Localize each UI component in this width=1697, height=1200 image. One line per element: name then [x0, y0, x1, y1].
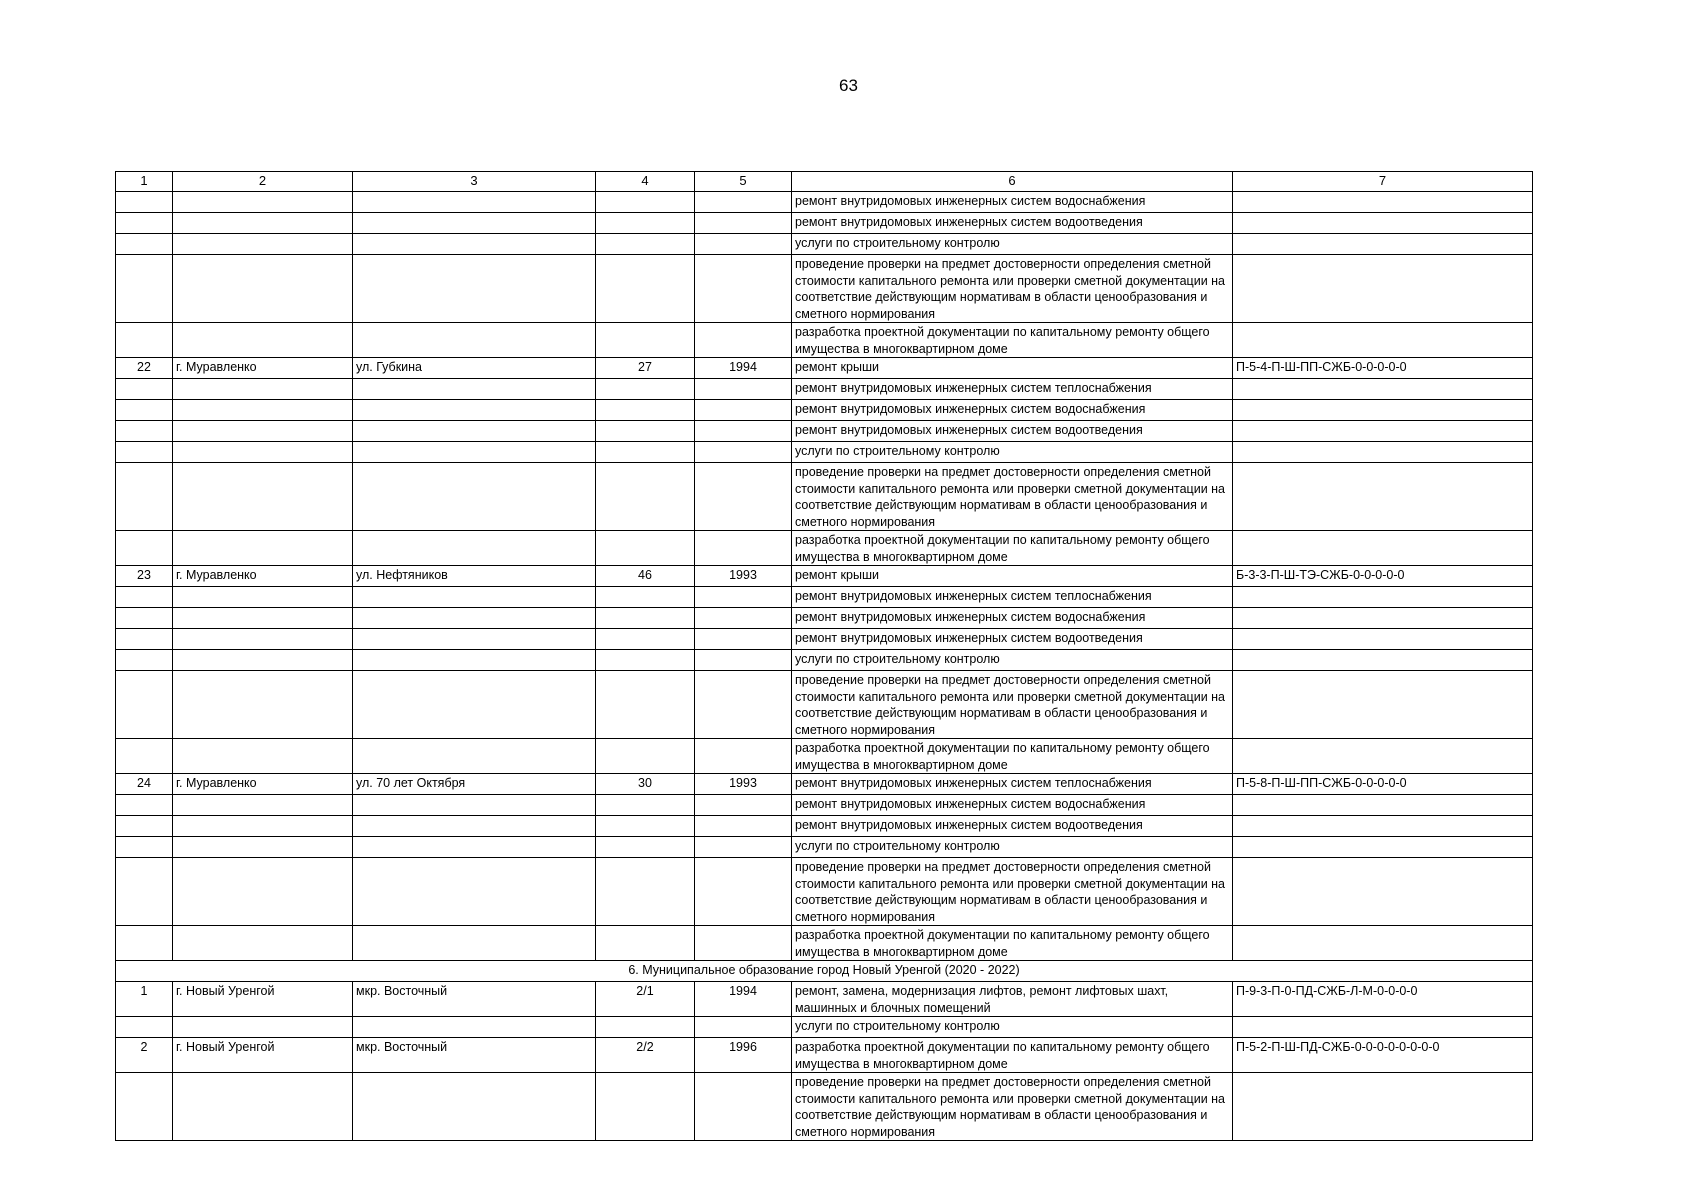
cell-number: 2	[116, 1038, 173, 1073]
table-row	[116, 1017, 1533, 1038]
cell-city	[173, 531, 353, 566]
cell-city	[173, 650, 353, 671]
header-row	[116, 172, 1533, 192]
cell-number	[116, 421, 173, 442]
table-row	[116, 650, 1533, 671]
section-row	[116, 961, 1533, 982]
cell-year	[695, 816, 792, 837]
cell-year: 1994	[695, 358, 792, 379]
cell-number	[116, 587, 173, 608]
table-row	[116, 421, 1533, 442]
cell-year	[695, 531, 792, 566]
cell-work: ремонт внутридомовых инженерных систем водоотведения	[792, 421, 1233, 442]
cell-city	[173, 1017, 353, 1038]
cell-year	[695, 629, 792, 650]
table-row	[116, 858, 1533, 926]
cell-year	[695, 795, 792, 816]
cell-work: проведение проверки на предмет достоверности определения сметной стоимости капитального ремонта или проверки сметной документации на соответствие действующим нормативам в области ценообразования и сметного нормирования	[792, 1073, 1233, 1141]
cell-city	[173, 234, 353, 255]
cell-street	[353, 531, 596, 566]
cell-work: проведение проверки на предмет достоверности определения сметной стоимости капитального ремонта или проверки сметной документации на соответствие действующим нормативам в области ценообразования и сметного нормирования	[792, 858, 1233, 926]
cell-code	[1233, 192, 1533, 213]
cell-number	[116, 531, 173, 566]
cell-street: ул. 70 лет Октября	[353, 774, 596, 795]
cell-code	[1233, 608, 1533, 629]
cell-city	[173, 421, 353, 442]
cell-work: разработка проектной документации по капитальному ремонту общего имущества в многоквартирном доме	[792, 739, 1233, 774]
cell-number	[116, 323, 173, 358]
cell-house	[596, 795, 695, 816]
cell-number	[116, 192, 173, 213]
cell-city	[173, 323, 353, 358]
cell-house	[596, 629, 695, 650]
cell-house	[596, 926, 695, 961]
cell-house	[596, 323, 695, 358]
cell-street	[353, 463, 596, 531]
cell-city: г. Муравленко	[173, 566, 353, 587]
section-title: 6. Муниципальное образование город Новый Уренгой (2020 - 2022)	[116, 961, 1533, 982]
cell-year: 1994	[695, 982, 792, 1017]
cell-year	[695, 739, 792, 774]
cell-street	[353, 926, 596, 961]
cell-year	[695, 213, 792, 234]
cell-work: ремонт внутридомовых инженерных систем теплоснабжения	[792, 774, 1233, 795]
cell-work: ремонт внутридомовых инженерных систем водоснабжения	[792, 608, 1233, 629]
cell-number: 1	[116, 982, 173, 1017]
cell-street	[353, 816, 596, 837]
cell-city	[173, 400, 353, 421]
cell-code	[1233, 1073, 1533, 1141]
cell-house	[596, 1073, 695, 1141]
cell-number	[116, 234, 173, 255]
cell-house: 27	[596, 358, 695, 379]
cell-code	[1233, 463, 1533, 531]
table-row	[116, 926, 1533, 961]
cell-city	[173, 837, 353, 858]
cell-street: мкр. Восточный	[353, 982, 596, 1017]
cell-work: разработка проектной документации по капитальному ремонту общего имущества в многоквартирном доме	[792, 1038, 1233, 1073]
cell-code	[1233, 421, 1533, 442]
cell-code: П-5-8-П-Ш-ПП-СЖБ-0-0-0-0-0	[1233, 774, 1533, 795]
cell-work: проведение проверки на предмет достоверности определения сметной стоимости капитального ремонта или проверки сметной документации на соответствие действующим нормативам в области ценообразования и сметного нормирования	[792, 255, 1233, 323]
cell-number	[116, 1073, 173, 1141]
cell-street	[353, 1017, 596, 1038]
cell-city	[173, 442, 353, 463]
cell-house	[596, 837, 695, 858]
cell-street	[353, 629, 596, 650]
cell-year	[695, 858, 792, 926]
table-row	[116, 192, 1533, 213]
cell-house	[596, 587, 695, 608]
cell-code: П-5-4-П-Ш-ПП-СЖБ-0-0-0-0-0	[1233, 358, 1533, 379]
cell-code	[1233, 442, 1533, 463]
cell-city	[173, 926, 353, 961]
cell-number	[116, 629, 173, 650]
cell-street: мкр. Восточный	[353, 1038, 596, 1073]
cell-number	[116, 463, 173, 531]
cell-year	[695, 323, 792, 358]
cell-house	[596, 650, 695, 671]
cell-street	[353, 1073, 596, 1141]
header-cell-4: 4	[596, 172, 695, 192]
cell-house	[596, 192, 695, 213]
cell-street	[353, 795, 596, 816]
cell-year	[695, 671, 792, 739]
cell-city	[173, 255, 353, 323]
cell-house	[596, 255, 695, 323]
cell-work: разработка проектной документации по капитальному ремонту общего имущества в многоквартирном доме	[792, 531, 1233, 566]
table-row	[116, 255, 1533, 323]
cell-house: 30	[596, 774, 695, 795]
cell-city	[173, 795, 353, 816]
cell-city	[173, 213, 353, 234]
cell-code	[1233, 1017, 1533, 1038]
cell-street	[353, 671, 596, 739]
cell-work: ремонт, замена, модернизация лифтов, ремонт лифтовых шахт, машинных и блочных помещений	[792, 982, 1233, 1017]
cell-code	[1233, 837, 1533, 858]
cell-street	[353, 739, 596, 774]
cell-year	[695, 400, 792, 421]
cell-code	[1233, 587, 1533, 608]
cell-year: 1996	[695, 1038, 792, 1073]
cell-city	[173, 1073, 353, 1141]
cell-house	[596, 379, 695, 400]
cell-number	[116, 213, 173, 234]
cell-work: разработка проектной документации по капитальному ремонту общего имущества в многоквартирном доме	[792, 323, 1233, 358]
table-row	[116, 213, 1533, 234]
table-row	[116, 358, 1533, 379]
cell-year	[695, 1073, 792, 1141]
cell-code: П-5-2-П-Ш-ПД-СЖБ-0-0-0-0-0-0-0-0	[1233, 1038, 1533, 1073]
cell-code	[1233, 795, 1533, 816]
header-cell-6: 6	[792, 172, 1233, 192]
cell-year	[695, 234, 792, 255]
cell-year	[695, 608, 792, 629]
cell-year	[695, 442, 792, 463]
cell-street	[353, 858, 596, 926]
header-cell-3: 3	[353, 172, 596, 192]
cell-street	[353, 587, 596, 608]
cell-year: 1993	[695, 774, 792, 795]
cell-number	[116, 739, 173, 774]
cell-work: ремонт внутридомовых инженерных систем водоснабжения	[792, 192, 1233, 213]
cell-house	[596, 858, 695, 926]
cell-code	[1233, 323, 1533, 358]
table-row	[116, 982, 1533, 1017]
cell-code	[1233, 650, 1533, 671]
cell-city	[173, 587, 353, 608]
table-row	[116, 837, 1533, 858]
cell-work: ремонт внутридомовых инженерных систем водоотведения	[792, 629, 1233, 650]
cell-number	[116, 650, 173, 671]
cell-year	[695, 587, 792, 608]
cell-code	[1233, 739, 1533, 774]
cell-year	[695, 255, 792, 323]
cell-city	[173, 463, 353, 531]
cell-work: проведение проверки на предмет достоверности определения сметной стоимости капитального ремонта или проверки сметной документации на соответствие действующим нормативам в области ценообразования и сметного нормирования	[792, 463, 1233, 531]
table-row	[116, 1038, 1533, 1073]
cell-house	[596, 421, 695, 442]
cell-code	[1233, 816, 1533, 837]
table-row	[116, 1073, 1533, 1141]
cell-code	[1233, 629, 1533, 650]
cell-code	[1233, 379, 1533, 400]
cell-house	[596, 400, 695, 421]
cell-year	[695, 421, 792, 442]
cell-work: ремонт крыши	[792, 358, 1233, 379]
cell-city	[173, 629, 353, 650]
cell-house: 46	[596, 566, 695, 587]
cell-year: 1993	[695, 566, 792, 587]
table-row	[116, 566, 1533, 587]
cell-work: услуги по строительному контролю	[792, 650, 1233, 671]
header-cell-1: 1	[116, 172, 173, 192]
cell-house: 2/1	[596, 982, 695, 1017]
cell-code	[1233, 234, 1533, 255]
cell-number	[116, 1017, 173, 1038]
cell-street	[353, 837, 596, 858]
cell-code	[1233, 255, 1533, 323]
cell-street	[353, 442, 596, 463]
cell-year	[695, 926, 792, 961]
cell-number	[116, 837, 173, 858]
cell-number	[116, 379, 173, 400]
cell-number	[116, 926, 173, 961]
table-row	[116, 816, 1533, 837]
cell-street	[353, 234, 596, 255]
cell-number: 23	[116, 566, 173, 587]
cell-house	[596, 816, 695, 837]
cell-city	[173, 608, 353, 629]
table-row	[116, 795, 1533, 816]
cell-street	[353, 213, 596, 234]
table-row	[116, 463, 1533, 531]
cell-city: г. Новый Уренгой	[173, 982, 353, 1017]
cell-year	[695, 650, 792, 671]
cell-year	[695, 837, 792, 858]
cell-house	[596, 234, 695, 255]
cell-code: П-9-3-П-0-ПД-СЖБ-Л-М-0-0-0-0	[1233, 982, 1533, 1017]
table-row	[116, 587, 1533, 608]
cell-city	[173, 671, 353, 739]
cell-street	[353, 650, 596, 671]
cell-house	[596, 739, 695, 774]
cell-number	[116, 255, 173, 323]
cell-city	[173, 379, 353, 400]
table-row	[116, 629, 1533, 650]
header-cell-7: 7	[1233, 172, 1533, 192]
cell-work: ремонт крыши	[792, 566, 1233, 587]
cell-house	[596, 531, 695, 566]
cell-number	[116, 816, 173, 837]
table-row	[116, 739, 1533, 774]
cell-work: ремонт внутридомовых инженерных систем водоотведения	[792, 213, 1233, 234]
cell-work: разработка проектной документации по капитальному ремонту общего имущества в многоквартирном доме	[792, 926, 1233, 961]
cell-city: г. Муравленко	[173, 358, 353, 379]
cell-house	[596, 1017, 695, 1038]
cell-house: 2/2	[596, 1038, 695, 1073]
cell-work: ремонт внутридомовых инженерных систем теплоснабжения	[792, 379, 1233, 400]
cell-street	[353, 192, 596, 213]
cell-street	[353, 255, 596, 323]
cell-number	[116, 795, 173, 816]
cell-code	[1233, 400, 1533, 421]
cell-city: г. Новый Уренгой	[173, 1038, 353, 1073]
header-cell-5: 5	[695, 172, 792, 192]
cell-year	[695, 192, 792, 213]
cell-city	[173, 192, 353, 213]
table-row	[116, 323, 1533, 358]
cell-city	[173, 858, 353, 926]
cell-number	[116, 858, 173, 926]
cell-house	[596, 442, 695, 463]
table-body	[116, 172, 1533, 1141]
cell-number	[116, 608, 173, 629]
page-number: 63	[839, 76, 858, 95]
cell-work: ремонт внутридомовых инженерных систем теплоснабжения	[792, 587, 1233, 608]
cell-house	[596, 463, 695, 531]
cell-street	[353, 608, 596, 629]
cell-house	[596, 608, 695, 629]
cell-code	[1233, 926, 1533, 961]
cell-code	[1233, 858, 1533, 926]
table-row	[116, 531, 1533, 566]
cell-work: ремонт внутридомовых инженерных систем водоотведения	[792, 816, 1233, 837]
cell-number	[116, 671, 173, 739]
cell-number	[116, 400, 173, 421]
cell-code	[1233, 531, 1533, 566]
cell-city: г. Муравленко	[173, 774, 353, 795]
cell-code: Б-3-3-П-Ш-ТЭ-СЖБ-0-0-0-0-0	[1233, 566, 1533, 587]
table-row	[116, 379, 1533, 400]
cell-work: ремонт внутридомовых инженерных систем водоснабжения	[792, 400, 1233, 421]
table-row	[116, 442, 1533, 463]
cell-work: услуги по строительному контролю	[792, 1017, 1233, 1038]
table-row	[116, 671, 1533, 739]
cell-number	[116, 442, 173, 463]
table-row	[116, 608, 1533, 629]
cell-work: услуги по строительному контролю	[792, 234, 1233, 255]
register-table	[115, 171, 1533, 1141]
cell-street: ул. Нефтяников	[353, 566, 596, 587]
cell-work: услуги по строительному контролю	[792, 442, 1233, 463]
cell-work: услуги по строительному контролю	[792, 837, 1233, 858]
cell-city	[173, 739, 353, 774]
header-cell-2: 2	[173, 172, 353, 192]
cell-number: 24	[116, 774, 173, 795]
cell-year	[695, 1017, 792, 1038]
table-row	[116, 774, 1533, 795]
table-row	[116, 400, 1533, 421]
cell-code	[1233, 671, 1533, 739]
cell-house	[596, 213, 695, 234]
cell-city	[173, 816, 353, 837]
cell-street	[353, 379, 596, 400]
cell-street: ул. Губкина	[353, 358, 596, 379]
cell-number: 22	[116, 358, 173, 379]
cell-work: ремонт внутридомовых инженерных систем водоснабжения	[792, 795, 1233, 816]
cell-year	[695, 379, 792, 400]
cell-street	[353, 323, 596, 358]
cell-house	[596, 671, 695, 739]
cell-work: проведение проверки на предмет достоверности определения сметной стоимости капитального ремонта или проверки сметной документации на соответствие действующим нормативам в области ценообразования и сметного нормирования	[792, 671, 1233, 739]
cell-street	[353, 400, 596, 421]
cell-year	[695, 463, 792, 531]
cell-code	[1233, 213, 1533, 234]
cell-street	[353, 421, 596, 442]
table-row	[116, 234, 1533, 255]
